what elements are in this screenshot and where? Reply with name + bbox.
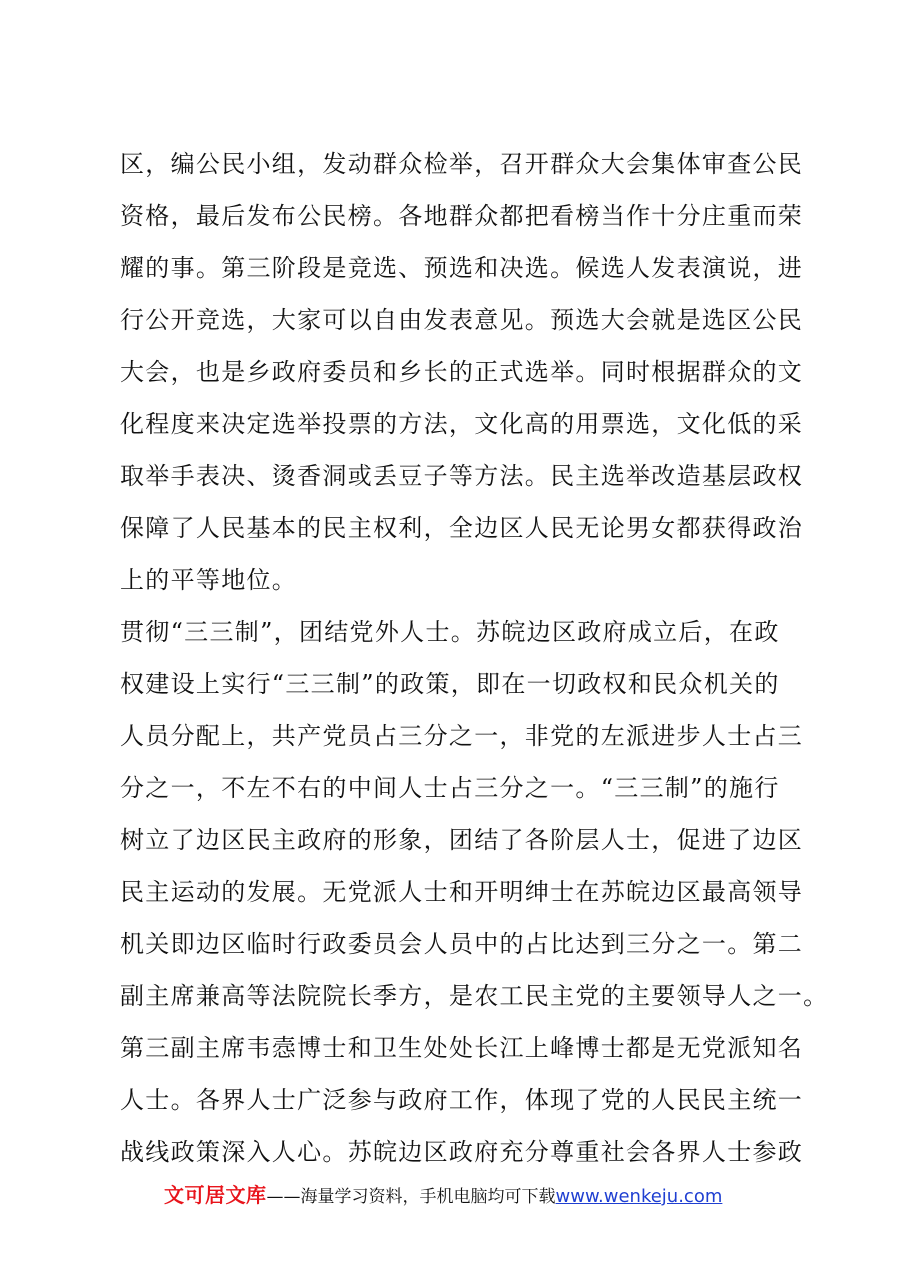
text-line: 树立了边区民主政府的形象，团结了各阶层人士，促进了边区	[120, 826, 804, 854]
footer-tagline: ——海量学习资料，手机电脑均可下载	[266, 1187, 556, 1207]
text-line: 副主席兼高等法院院长季方，是农工民主党的主要领导人之一。	[120, 982, 829, 1010]
text-line: 区，编公民小组，发动群众检举，召开群众大会集体审查公民	[120, 150, 804, 178]
text-line: 贯彻“三三制”，团结党外人士。苏皖边区政府成立后，在政	[120, 618, 780, 646]
document-body	[120, 138, 829, 1178]
website-link[interactable]: www.wenkeju.com	[555, 1186, 723, 1207]
text-line: 分之一，不左不右的中间人士占三分之一。“三三制”的施行	[120, 774, 780, 802]
text-line: 第三副主席韦悫博士和卫生处处长江上峰博士都是无党派知名	[120, 1034, 804, 1062]
text-line: 民主运动的发展。无党派人士和开明绅士在苏皖边区最高领导	[120, 878, 804, 906]
text-line: 大会，也是乡政府委员和乡长的正式选举。同时根据群众的文	[120, 358, 804, 386]
text-line: 化程度来决定选举投票的方法，文化高的用票选，文化低的采	[120, 410, 804, 438]
text-line: 保障了人民基本的民主权利，全边区人民无论男女都获得政治	[120, 514, 804, 542]
text-line: 人士。各界人士广泛参与政府工作，体现了党的人民民主统一	[120, 1086, 804, 1114]
text-line: 耀的事。第三阶段是竞选、预选和决选。候选人发表演说，进	[120, 254, 804, 282]
text-line: 战线政策深入人心。苏皖边区政府充分尊重社会各界人士参政	[120, 1138, 804, 1166]
text-line: 人员分配上，共产党员占三分之一，非党的左派进步人士占三	[120, 722, 804, 750]
text-line: 权建设上实行“三三制”的政策，即在一切政权和民众机关的	[120, 670, 780, 698]
brand-name: 文可居文库	[164, 1183, 267, 1207]
text-line: 机关即边区临时行政委员会人员中的占比达到三分之一。第二	[120, 930, 804, 958]
text-line: 上的平等地位。	[120, 566, 298, 594]
text-line: 资格，最后发布公民榜。各地群众都把看榜当作十分庄重而荣	[120, 202, 804, 230]
text-line: 行公开竞选，大家可以自由发表意见。预选大会就是选区公民	[120, 306, 804, 334]
text-line: 取举手表决、烫香洞或丢豆子等方法。民主选举改造基层政权	[120, 462, 804, 490]
footer-banner	[164, 1178, 722, 1212]
